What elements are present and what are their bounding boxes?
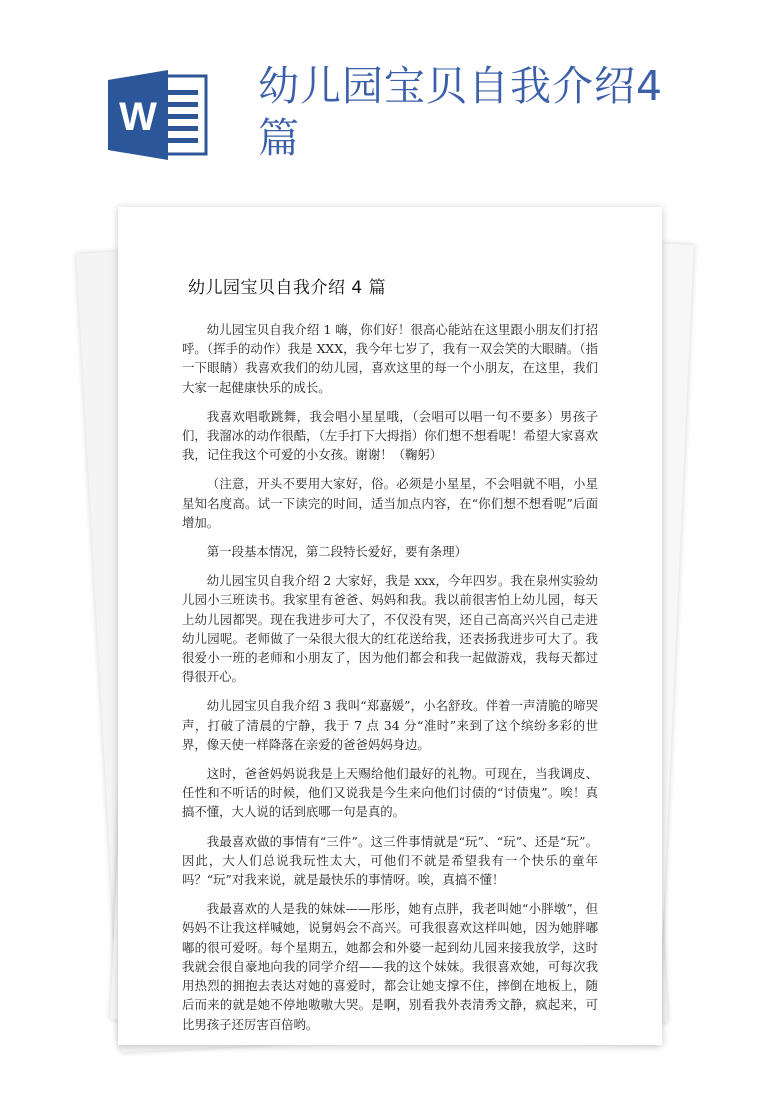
page-title: 幼儿园宝贝自我介绍4篇 [258, 62, 664, 162]
document-title: 幼儿园宝贝自我介绍 4 篇 [188, 278, 387, 298]
svg-text:W: W [119, 95, 157, 139]
paragraph: 我最喜欢做的事情有“三件”。这三件事情就是“玩”、“玩”、还是“玩”。因此，大人们总说我玩性太大，可他们不就是希望我有一个快乐的童年吗？“玩”对我来说，就是最快乐的事情呀。唉，真搞不懂！ [182, 833, 598, 888]
paragraph: 我喜欢唱歌跳舞，我会唱小星星哦，（会唱可以唱一句不要多）男孩子们，我溜冰的动作很酷，（左手打下大拇指）你们想不想看呢！希望大家喜欢我，记住我这个可爱的小女孩。谢谢！（鞠躬） [182, 408, 598, 463]
document-page [118, 207, 662, 1045]
paragraph: 第一段基本情况，第二段特长爱好，要有条理） [206, 544, 467, 560]
paragraph: 幼儿园宝贝自我介绍 2 大家好，我是 xxx，今年四岁。我在泉州实验幼儿园小三班读书。我家里有爸爸、妈妈和我。我以前很害怕上幼儿园，每天上幼儿园都哭。现在我进步可大了，不仅没有哭，还自己高高兴兴自己走进幼儿园呢。老师做了一朵很大很大的红花送给我，还表扬我进步可大了。我很爱小一班的老师和小朋友了，因为他们都会和我一起做游戏，我每天都过得很开心。 [182, 573, 598, 685]
paragraph: （注意，开头不要用大家好，俗。必须是小星星，不会唱就不唱，小星星知名度高。试一下读完的时间，适当加点内容，在“你们想不想看呢”后面增加。 [182, 476, 598, 530]
paragraph: 幼儿园宝贝自我介绍 1 嗨，你们好！很高心能站在这里跟小朋友们打招呼。（挥手的动作）我是 XXX，我今年七岁了，我有一双会笑的大眼睛。（指一下眼睛）我喜欢我们的幼儿园，喜欢这里的每一个小朋友，在这里，我们大家一起健康快乐的成长。 [182, 322, 598, 395]
word-document-icon [108, 68, 208, 162]
paragraph: 这时，爸爸妈妈说我是上天赐给他们最好的礼物。可现在，当我调皮、任性和不听话的时候，他们又说我是今生来向他们讨债的“讨债鬼”。唉！真搞不懂，大人说的话到底哪一句是真的。 [182, 766, 598, 820]
paragraph: 我最喜欢的人是我的妹妹——彤彤，她有点胖，我老叫她“小胖墩”，但妈妈不让我这样喊她，说舅妈会不高兴。可我很喜欢这样叫她，因为她胖嘟嘟的很可爱呀。每个星期五，她都会和外婆一起到幼儿园来接我放学，这时我就会很自豪地向我的同学介绍——我的这个妹妹。我很喜欢她，可每次我用热烈的拥抱去表达对她的喜爱时，都会让她支撑不住，摔倒在地板上，随后而来的就是她不停地嗷嗷大哭。是啊，别看我外表清秀文静，疯起来，可比男孩子还厉害百倍哟。 [182, 901, 598, 1032]
header [0, 0, 780, 200]
paragraph: 幼儿园宝贝自我介绍 3 我叫“郑嘉媛”，小名舒玫。伴着一声清脆的啼哭声，打破了清晨的宁静，我于 7 点 34 分“准时”来到了这个缤纷多彩的世界，像天使一样降落在亲爱的爸爸妈妈身边。 [182, 698, 598, 752]
